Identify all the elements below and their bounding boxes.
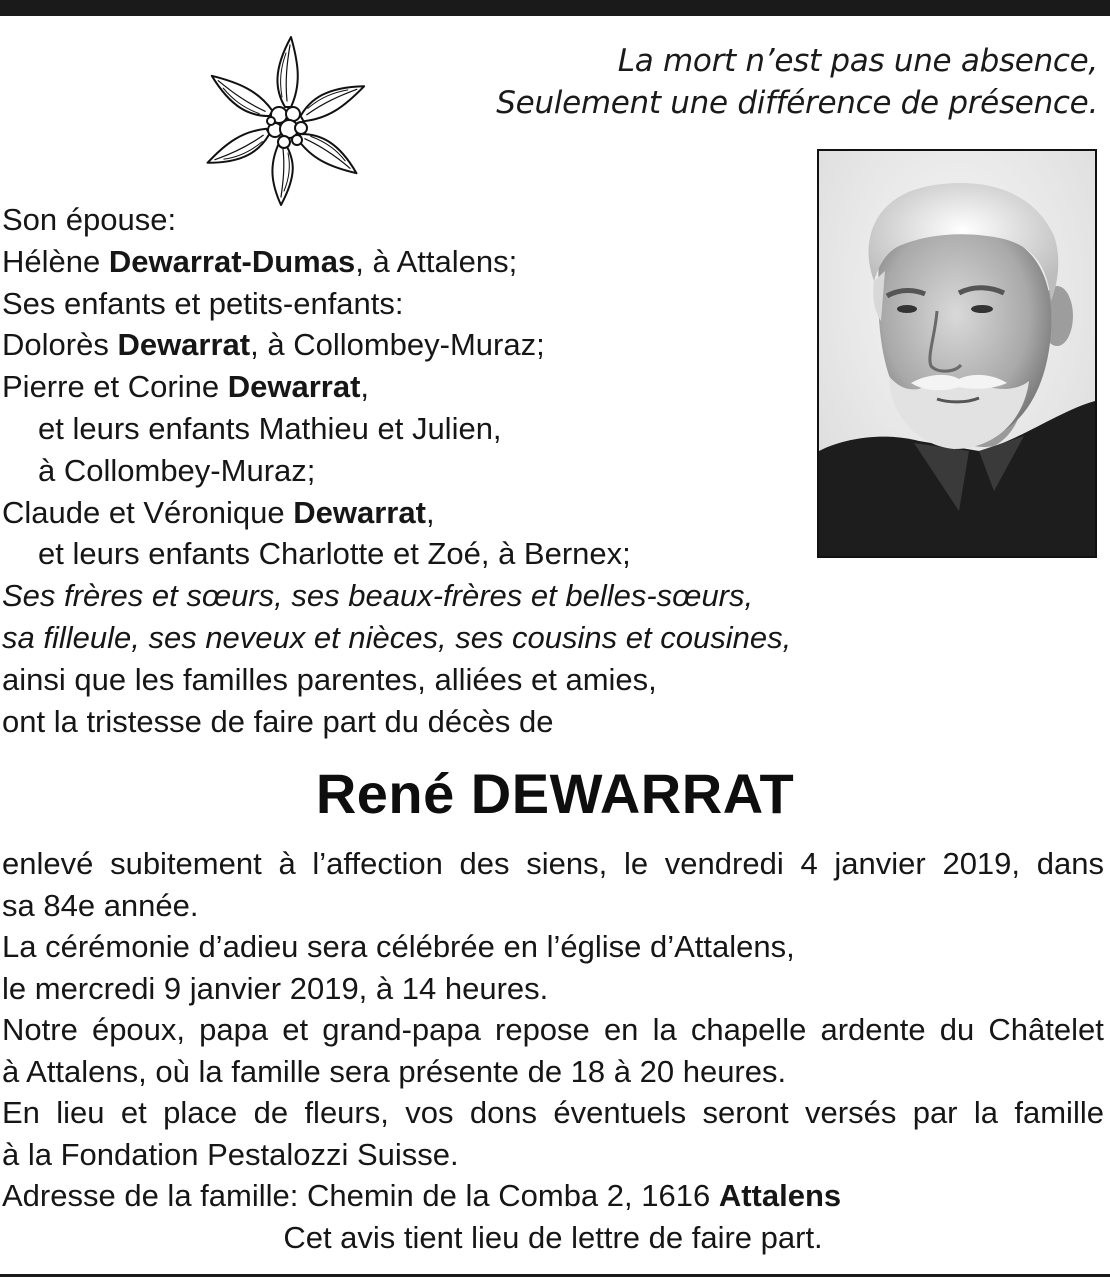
family-line <box>2 241 862 283</box>
word: siens, <box>526 846 608 881</box>
text: à Collombey-Muraz; <box>38 452 316 488</box>
word: et <box>282 1012 309 1047</box>
detail-line: à Attalens, où la famille sera présente de 18 à 20 heures. <box>2 1053 787 1089</box>
text: Ses enfants et petits-enfants: <box>2 285 404 321</box>
word: repose <box>495 1012 590 1047</box>
deceased-name: René DEWARRAT <box>315 762 795 825</box>
word: Châtelet <box>988 1012 1104 1047</box>
family-line <box>2 575 862 617</box>
word: 2019, <box>942 846 1021 881</box>
family-line <box>2 533 862 575</box>
word: la <box>973 1095 999 1130</box>
detail-line: le mercredi 9 janvier 2019, à 14 heures. <box>2 970 549 1006</box>
detail-line: sa 84e année. <box>2 887 199 923</box>
word: lieu <box>56 1095 105 1130</box>
word: par <box>912 1095 958 1130</box>
text: Hélène <box>2 243 109 279</box>
text: ainsi que les familles parentes, alliées et amies, <box>2 661 657 697</box>
word: ardente <box>820 1012 926 1047</box>
word: fleurs, <box>304 1095 389 1130</box>
word: 4 <box>800 846 818 881</box>
text: et leurs enfants Charlotte et Zoé, à Bernex; <box>38 536 631 572</box>
address-text: Adresse de la famille: Chemin de la Comba 2, 1616 <box>2 1178 719 1213</box>
family-line <box>2 659 862 701</box>
text: , <box>360 369 370 405</box>
top-rule <box>0 0 1110 16</box>
text: , <box>425 494 435 530</box>
family-line <box>2 366 862 408</box>
word: vos <box>405 1095 454 1130</box>
surname: Dewarrat <box>293 494 426 530</box>
word: la <box>652 1012 677 1047</box>
word: En <box>2 1095 40 1130</box>
text: ont la tristesse de faire part du décès de <box>2 703 554 739</box>
family-list <box>2 199 862 742</box>
text: Dolorès <box>2 327 118 363</box>
word: dons <box>469 1095 538 1130</box>
word: janvier <box>834 846 926 881</box>
family-line <box>2 283 862 325</box>
quote-line-2: Seulement une différence de présence. <box>496 85 1098 121</box>
detail-line-justified <box>2 1092 1104 1134</box>
family-line <box>2 408 862 450</box>
text: sa filleule, ses neveux et nièces, ses cousins et cousines, <box>2 619 792 655</box>
word: papa <box>199 1012 269 1047</box>
bottom-rule <box>0 1274 1110 1277</box>
detail-line-justified <box>2 1009 1104 1051</box>
family-line <box>2 701 862 743</box>
word: des <box>459 846 510 881</box>
word: du <box>939 1012 975 1047</box>
word: dans <box>1036 846 1104 881</box>
surname: Dewarrat <box>227 369 361 405</box>
word: subitement <box>110 846 262 881</box>
surname: Dewarrat-Dumas <box>108 243 356 279</box>
word: place <box>163 1095 238 1130</box>
family-line <box>2 617 862 659</box>
word: grand-papa <box>322 1012 481 1047</box>
word: vendredi <box>664 846 784 881</box>
closing-note: Cet avis tient lieu de lettre de faire part. <box>283 1219 823 1255</box>
word: de <box>253 1095 289 1130</box>
text: , à Collombey-Muraz; <box>250 327 545 363</box>
family-address <box>2 1175 1104 1217</box>
word: seront <box>702 1095 789 1130</box>
address-town: Attalens <box>718 1178 842 1213</box>
word: éventuels <box>553 1095 687 1130</box>
text: Son épouse: <box>2 202 177 237</box>
edelweiss-icon <box>205 33 365 208</box>
text: Pierre et Corine <box>2 369 228 405</box>
word: à <box>278 846 296 881</box>
family-line <box>2 324 862 366</box>
family-line <box>2 199 862 241</box>
word: en <box>603 1012 639 1047</box>
text: Ses frères et sœurs, ses beaux-frères et belles-sœurs, <box>2 578 754 614</box>
family-line <box>2 450 862 492</box>
detail-line: La cérémonie d’adieu sera célébrée en l’église d’Attalens, <box>2 929 795 964</box>
quote-line-1: La mort n’est pas une absence, <box>617 43 1098 79</box>
word: l’affection <box>312 846 443 881</box>
text: , à Attalens; <box>355 243 518 279</box>
word: versés <box>805 1095 897 1130</box>
surname: Dewarrat <box>117 327 251 363</box>
word: le <box>623 846 649 881</box>
word: chapelle <box>690 1012 807 1047</box>
text: et leurs enfants Mathieu et Julien, <box>38 410 502 446</box>
text: Claude et Véronique <box>2 494 294 530</box>
word: Notre <box>2 1012 78 1047</box>
word: époux, <box>91 1012 186 1047</box>
word: famille <box>1014 1095 1104 1130</box>
funeral-details <box>2 843 1104 1258</box>
detail-line: à la Fondation Pestalozzi Suisse. <box>2 1136 459 1172</box>
word: et <box>120 1095 147 1130</box>
detail-line-justified <box>2 843 1104 885</box>
epigraph-quote <box>458 40 1098 124</box>
family-line <box>2 492 862 534</box>
word: enlevé <box>2 846 94 881</box>
